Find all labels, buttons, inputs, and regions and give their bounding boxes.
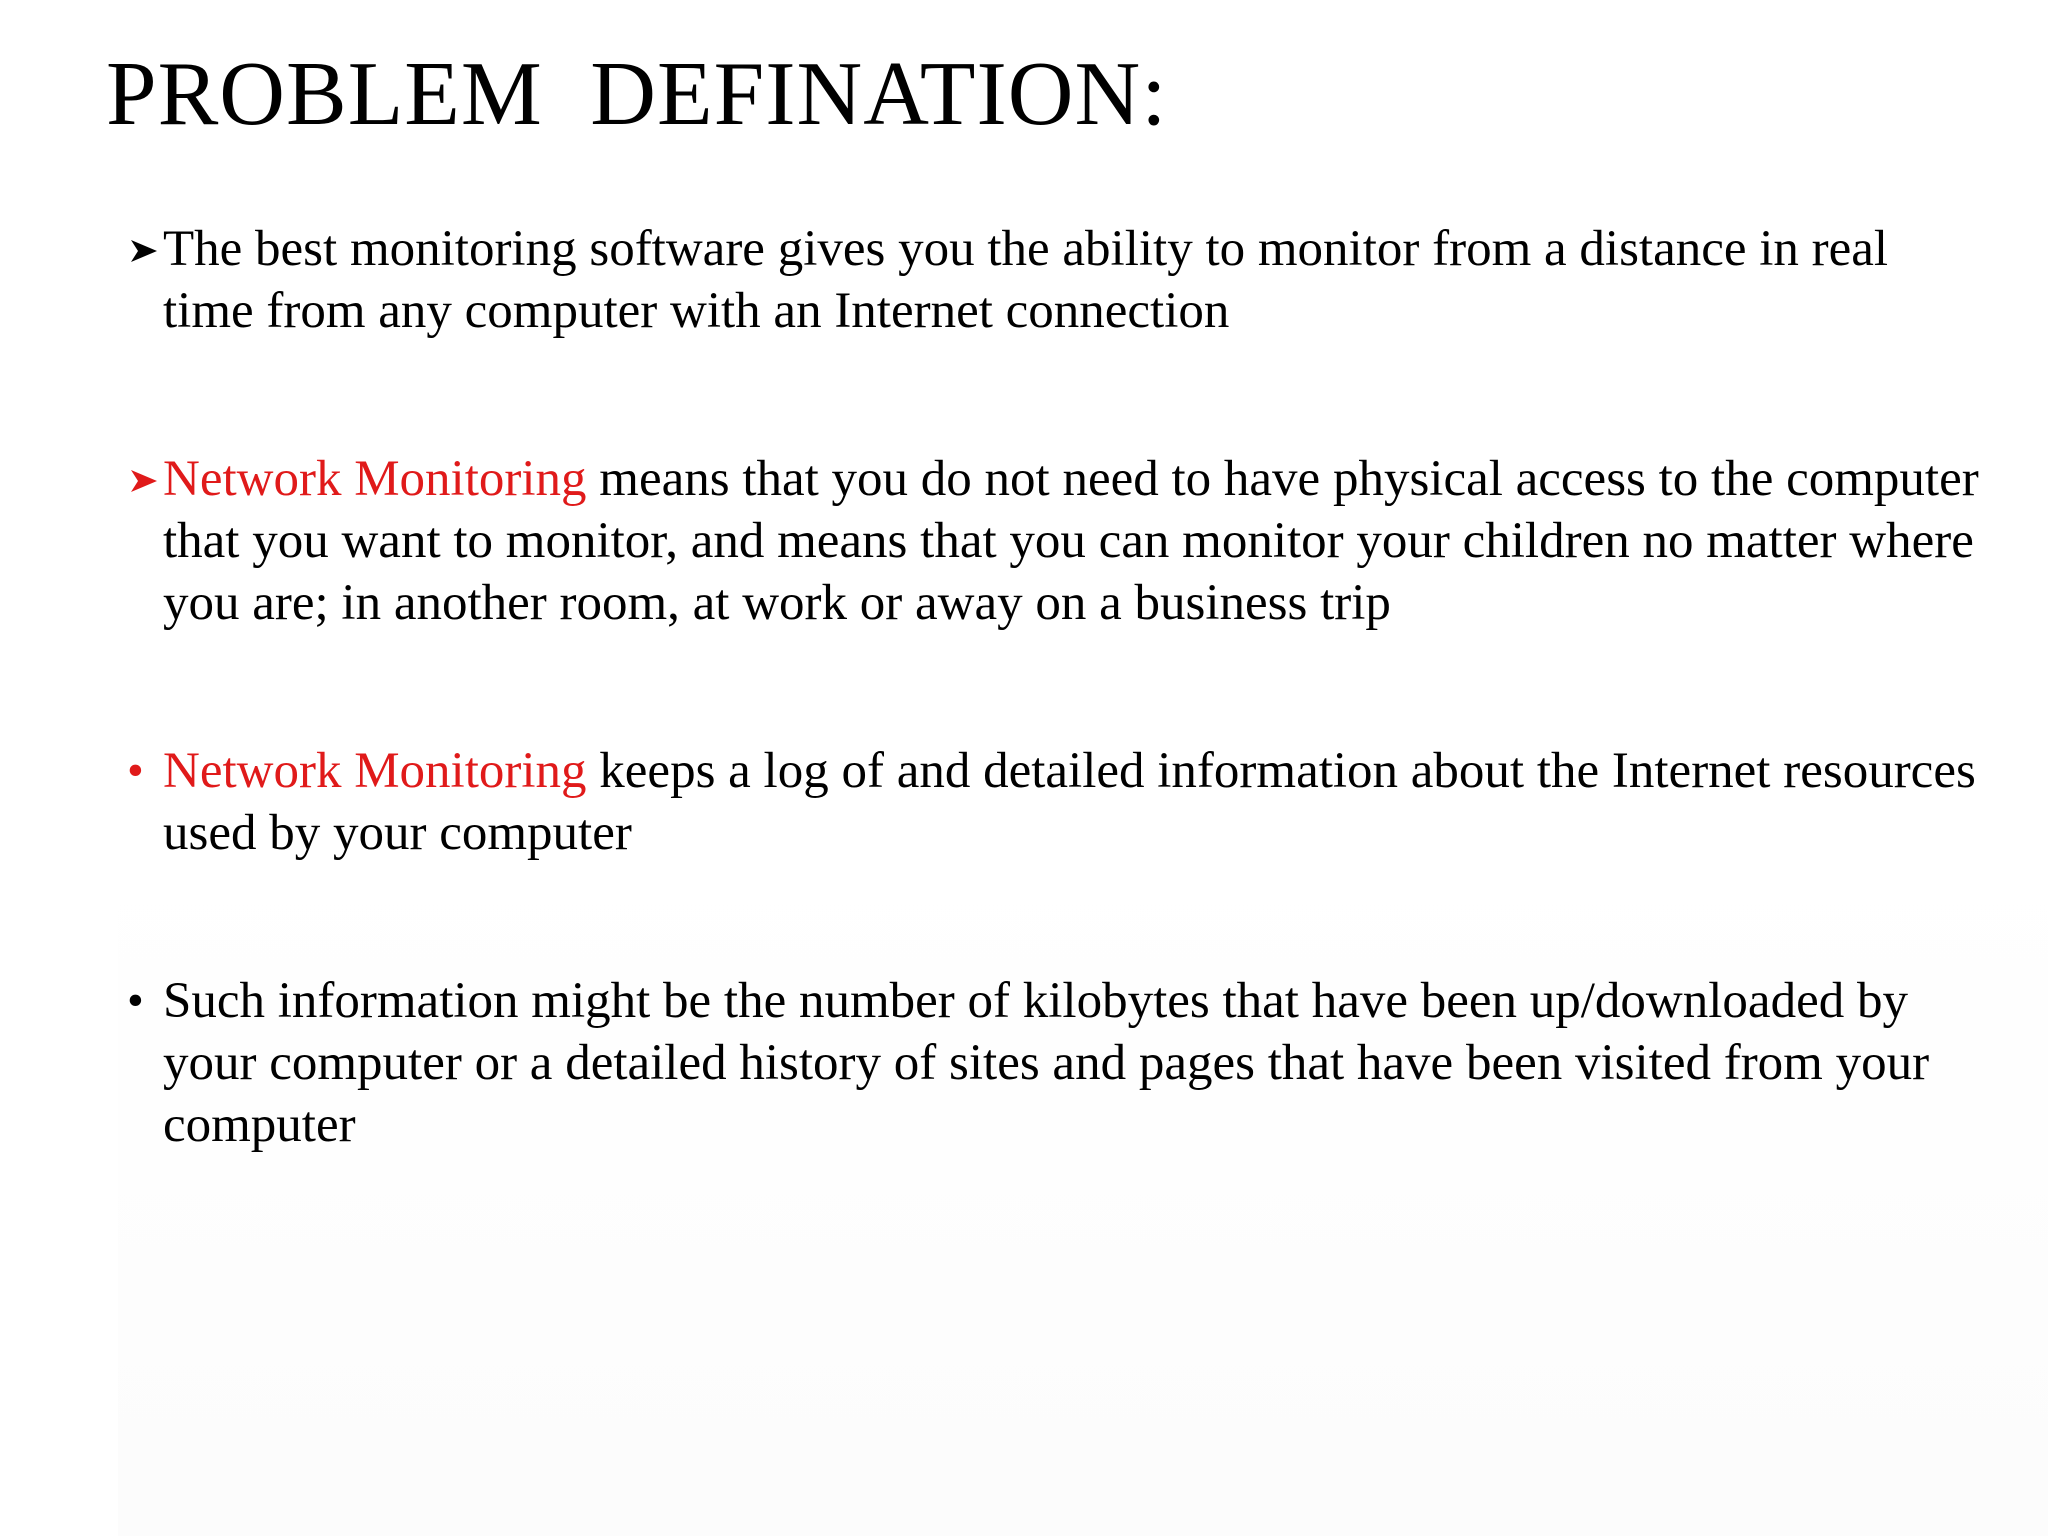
highlight-term: Network Monitoring	[163, 451, 587, 507]
slide-title: PROBLEM DEFINATION:	[106, 43, 1168, 144]
highlight-term: Network Monitoring	[163, 743, 587, 799]
dot-bullet-icon: •	[127, 974, 144, 1027]
bullet-text: keeps a log of and detailed information about the Internet resources used by your computer	[163, 743, 1976, 861]
dot-bullet-icon: •	[127, 744, 144, 797]
bullet-text: The best monitoring software gives you the ability to monitor from a distance in real time from any computer with an Internet connection	[163, 221, 1889, 339]
bullet-list	[125, 218, 1985, 1156]
bullet-text: Such information might be the number of kilobytes that have been up/downloaded by your computer or a detailed history of sites and pages that have been visited from your computer	[163, 973, 1930, 1153]
bullet-item	[125, 218, 1985, 342]
background-panel	[0, 760, 118, 1536]
bullet-item	[125, 970, 1985, 1156]
bullet-text: means that you do not need to have physical access to the computer that you want to monitor, and means that you can monitor your children no matter where you are; in another room, at work or away on a business trip	[163, 451, 1979, 631]
bullet-item	[125, 448, 1985, 634]
bullet-item	[125, 740, 1985, 864]
